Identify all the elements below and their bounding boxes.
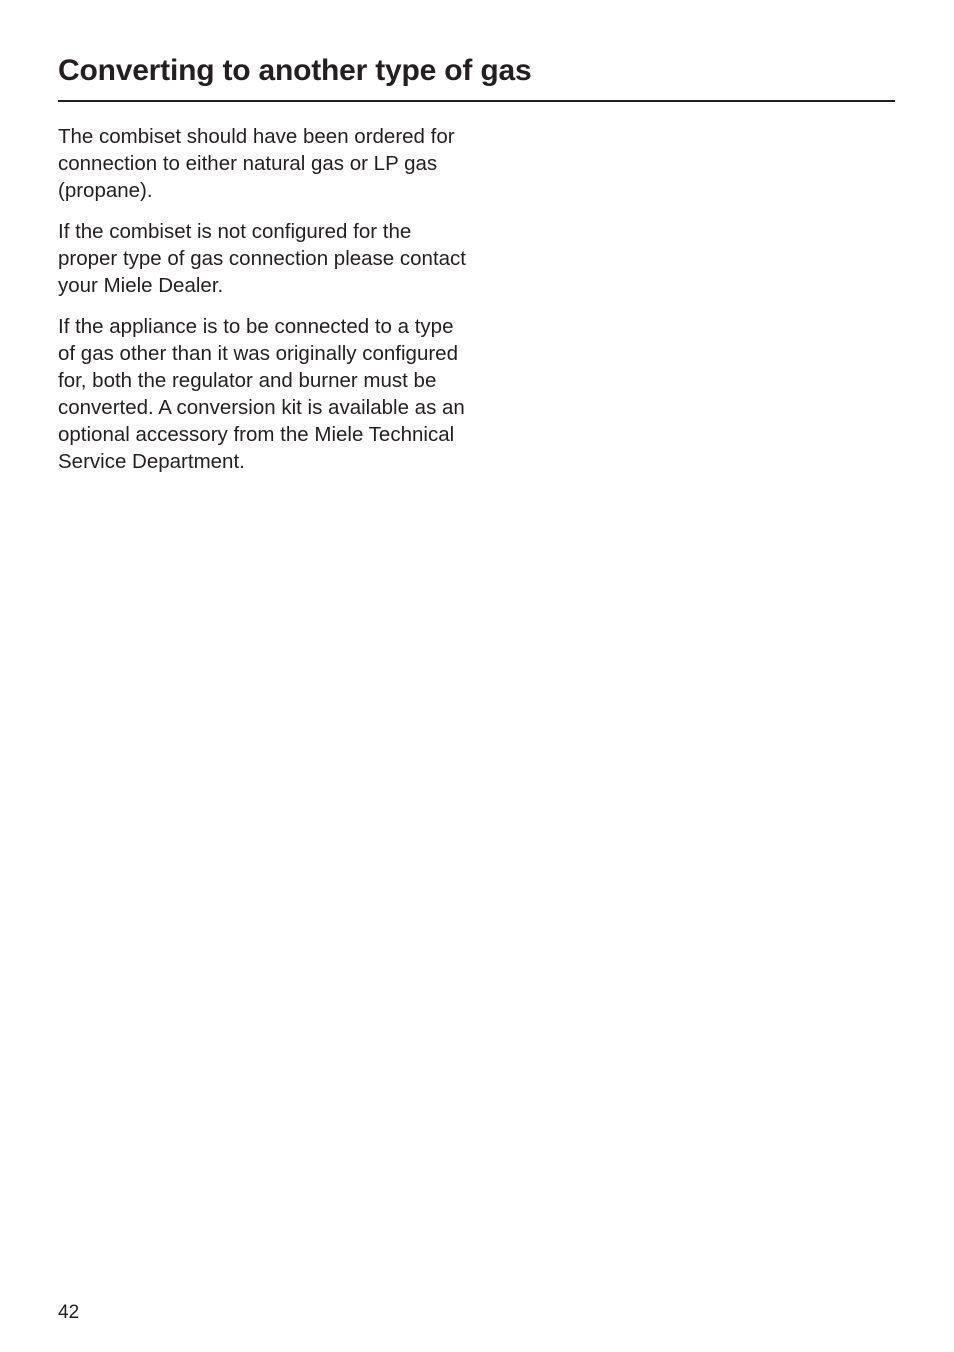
- paragraph-conversion-kit: If the appliance is to be connected to a type of gas other than it was originally configured for, both the regulator and burner must be converted. A conversion kit is available as an optional accessory from the Miele Technical Service Department.: [58, 315, 465, 473]
- title-divider: [58, 100, 895, 102]
- page-number: 42: [58, 1302, 80, 1323]
- paragraph-contact-dealer: If the combiset is not configured for the proper type of gas connection please contact your Miele Dealer.: [58, 220, 466, 297]
- body-text: [58, 123, 468, 489]
- page-title: Converting to another type of gas: [58, 54, 532, 87]
- paragraph-gas-order: The combiset should have been ordered for connection to either natural gas or LP gas (propane).: [58, 125, 455, 202]
